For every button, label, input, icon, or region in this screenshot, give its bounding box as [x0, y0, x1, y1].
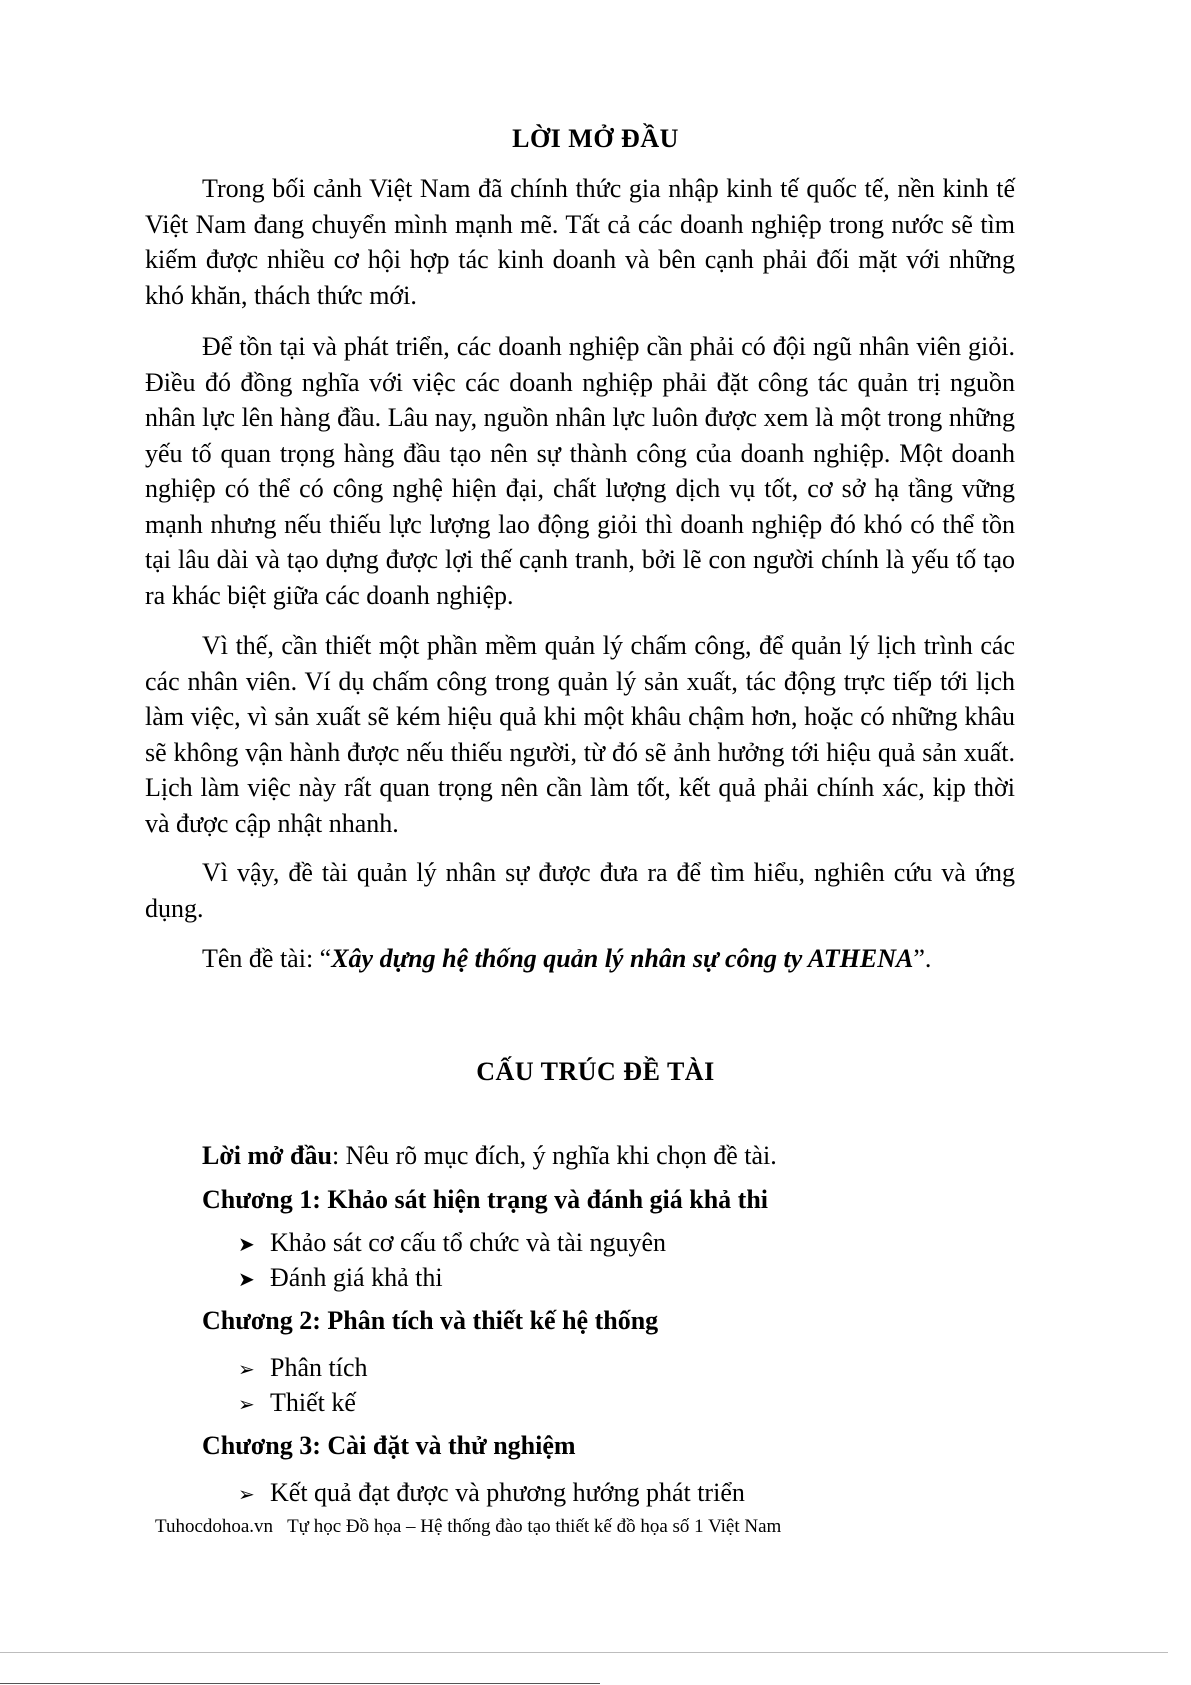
- intro-paragraph-1: Trong bối cảnh Việt Nam đã chính thức gia nhập kinh tế quốc tế, nền kinh tế Việt Nam đang chuyển mình mạnh mẽ. Tất cả các doanh nghiệp trong nước sẽ tìm kiếm được nhiều cơ hội hợp tác kinh doanh và bên cạnh phải đối mặt với những khó khăn, thách thức mới.: [145, 174, 1015, 310]
- chapter-3-item-1-text: Kết quả đạt được và phương hướng phát triển: [270, 1478, 745, 1507]
- structure-intro-text: : Nêu rõ mục đích, ý nghĩa khi chọn đề tài.: [331, 1141, 777, 1170]
- structure-intro-label: Lời mở đầu: [202, 1141, 332, 1170]
- arrow-bullet-icon: ➤: [238, 1267, 255, 1291]
- intro-title: LỜI MỞ ĐẦU: [512, 124, 679, 153]
- topic-prefix: Tên đề tài: “: [202, 944, 332, 973]
- chapter-1-item-1-text: Khảo sát cơ cấu tổ chức và tài nguyên: [270, 1228, 667, 1257]
- chapter-2-item-2: [238, 1388, 356, 1419]
- chapter-1-item-1: [238, 1228, 666, 1259]
- topic-line: [202, 944, 931, 974]
- chapter-1-title: Chương 1: Khảo sát hiện trạng và đánh giá khả thi: [202, 1185, 769, 1214]
- chapter-2-item-1-text: Phân tích: [270, 1353, 368, 1382]
- arrow-bullet-icon: ➤: [238, 1232, 255, 1256]
- topic-name: Xây dựng hệ thống quản lý nhân sự công ty ATHENA: [331, 944, 914, 973]
- arrow-outline-bullet-icon: ➢: [238, 1357, 255, 1381]
- arrow-outline-bullet-icon: ➢: [238, 1392, 255, 1416]
- arrow-outline-bullet-icon: ➢: [238, 1482, 255, 1506]
- bottom-divider: [0, 1683, 600, 1684]
- chapter-3-title: Chương 3: Cài đặt và thử nghiệm: [202, 1431, 576, 1460]
- footer-tagline: Tự học Đồ họa – Hệ thống đào tạo thiết kế đồ họa số 1 Việt Nam: [287, 1516, 782, 1537]
- structure-title: CẤU TRÚC ĐỀ TÀI: [476, 1057, 715, 1086]
- intro-paragraph-2: Để tồn tại và phát triển, các doanh nghiệp cần phải có đội ngũ nhân viên giỏi. Điều đó đồng nghĩa với việc các doanh nghiệp phải đặt công tác quản trị nguồn nhân lực lên hàng đầu. Lâu nay, nguồn nhân lực luôn được xem là một trong những yếu tố quan trọng hàng đầu tạo nên sự thành công của doanh nghiệp. Một doanh nghiệp có thể có công nghệ hiện đại, chất lượng dịch vụ tốt, cơ sở hạ tầng vững mạnh nhưng nếu thiếu lực lượng lao động giỏi thì doanh nghiệp đó khó có thể tồn tại lâu dài và tạo dựng được lợi thế cạnh tranh, bởi lẽ con người chính là yếu tố tạo ra khác biệt giữa các doanh nghiệp.: [145, 332, 1015, 610]
- intro-paragraph-3: Vì thế, cần thiết một phần mềm quản lý chấm công, để quản lý lịch trình các các nhân viên. Ví dụ chấm công trong quản lý sản xuất, tác động trực tiếp tới lịch làm việc, vì sản xuất sẽ kém hiệu quả khi một khâu chậm hơn, hoặc có những khâu sẽ không vận hành được nếu thiếu người, từ đó sẽ ảnh hưởng tới hiệu quả sản xuất. Lịch làm việc này rất quan trọng nên cần làm tốt, kết quả phải chính xác, kịp thời và được cập nhật nhanh.: [145, 631, 1015, 838]
- chapter-1-item-2-text: Đánh giá khả thi: [270, 1263, 443, 1292]
- page-footer: [155, 1516, 781, 1538]
- footer-divider: [0, 1652, 1168, 1653]
- footer-site: Tuhocdohoa.vn: [155, 1516, 274, 1537]
- intro-paragraph-4: Vì vậy, đề tài quản lý nhân sự được đưa ra để tìm hiểu, nghiên cứu và ứng dụng.: [145, 858, 1015, 923]
- chapter-2-title: Chương 2: Phân tích và thiết kế hệ thống: [202, 1306, 659, 1335]
- chapter-2-item-2-text: Thiết kế: [270, 1388, 356, 1417]
- topic-suffix: ”.: [913, 944, 932, 973]
- chapter-3-item-1: [238, 1478, 745, 1509]
- structure-intro-line: [202, 1141, 777, 1171]
- chapter-1-item-2: [238, 1263, 443, 1294]
- chapter-2-item-1: [238, 1353, 368, 1384]
